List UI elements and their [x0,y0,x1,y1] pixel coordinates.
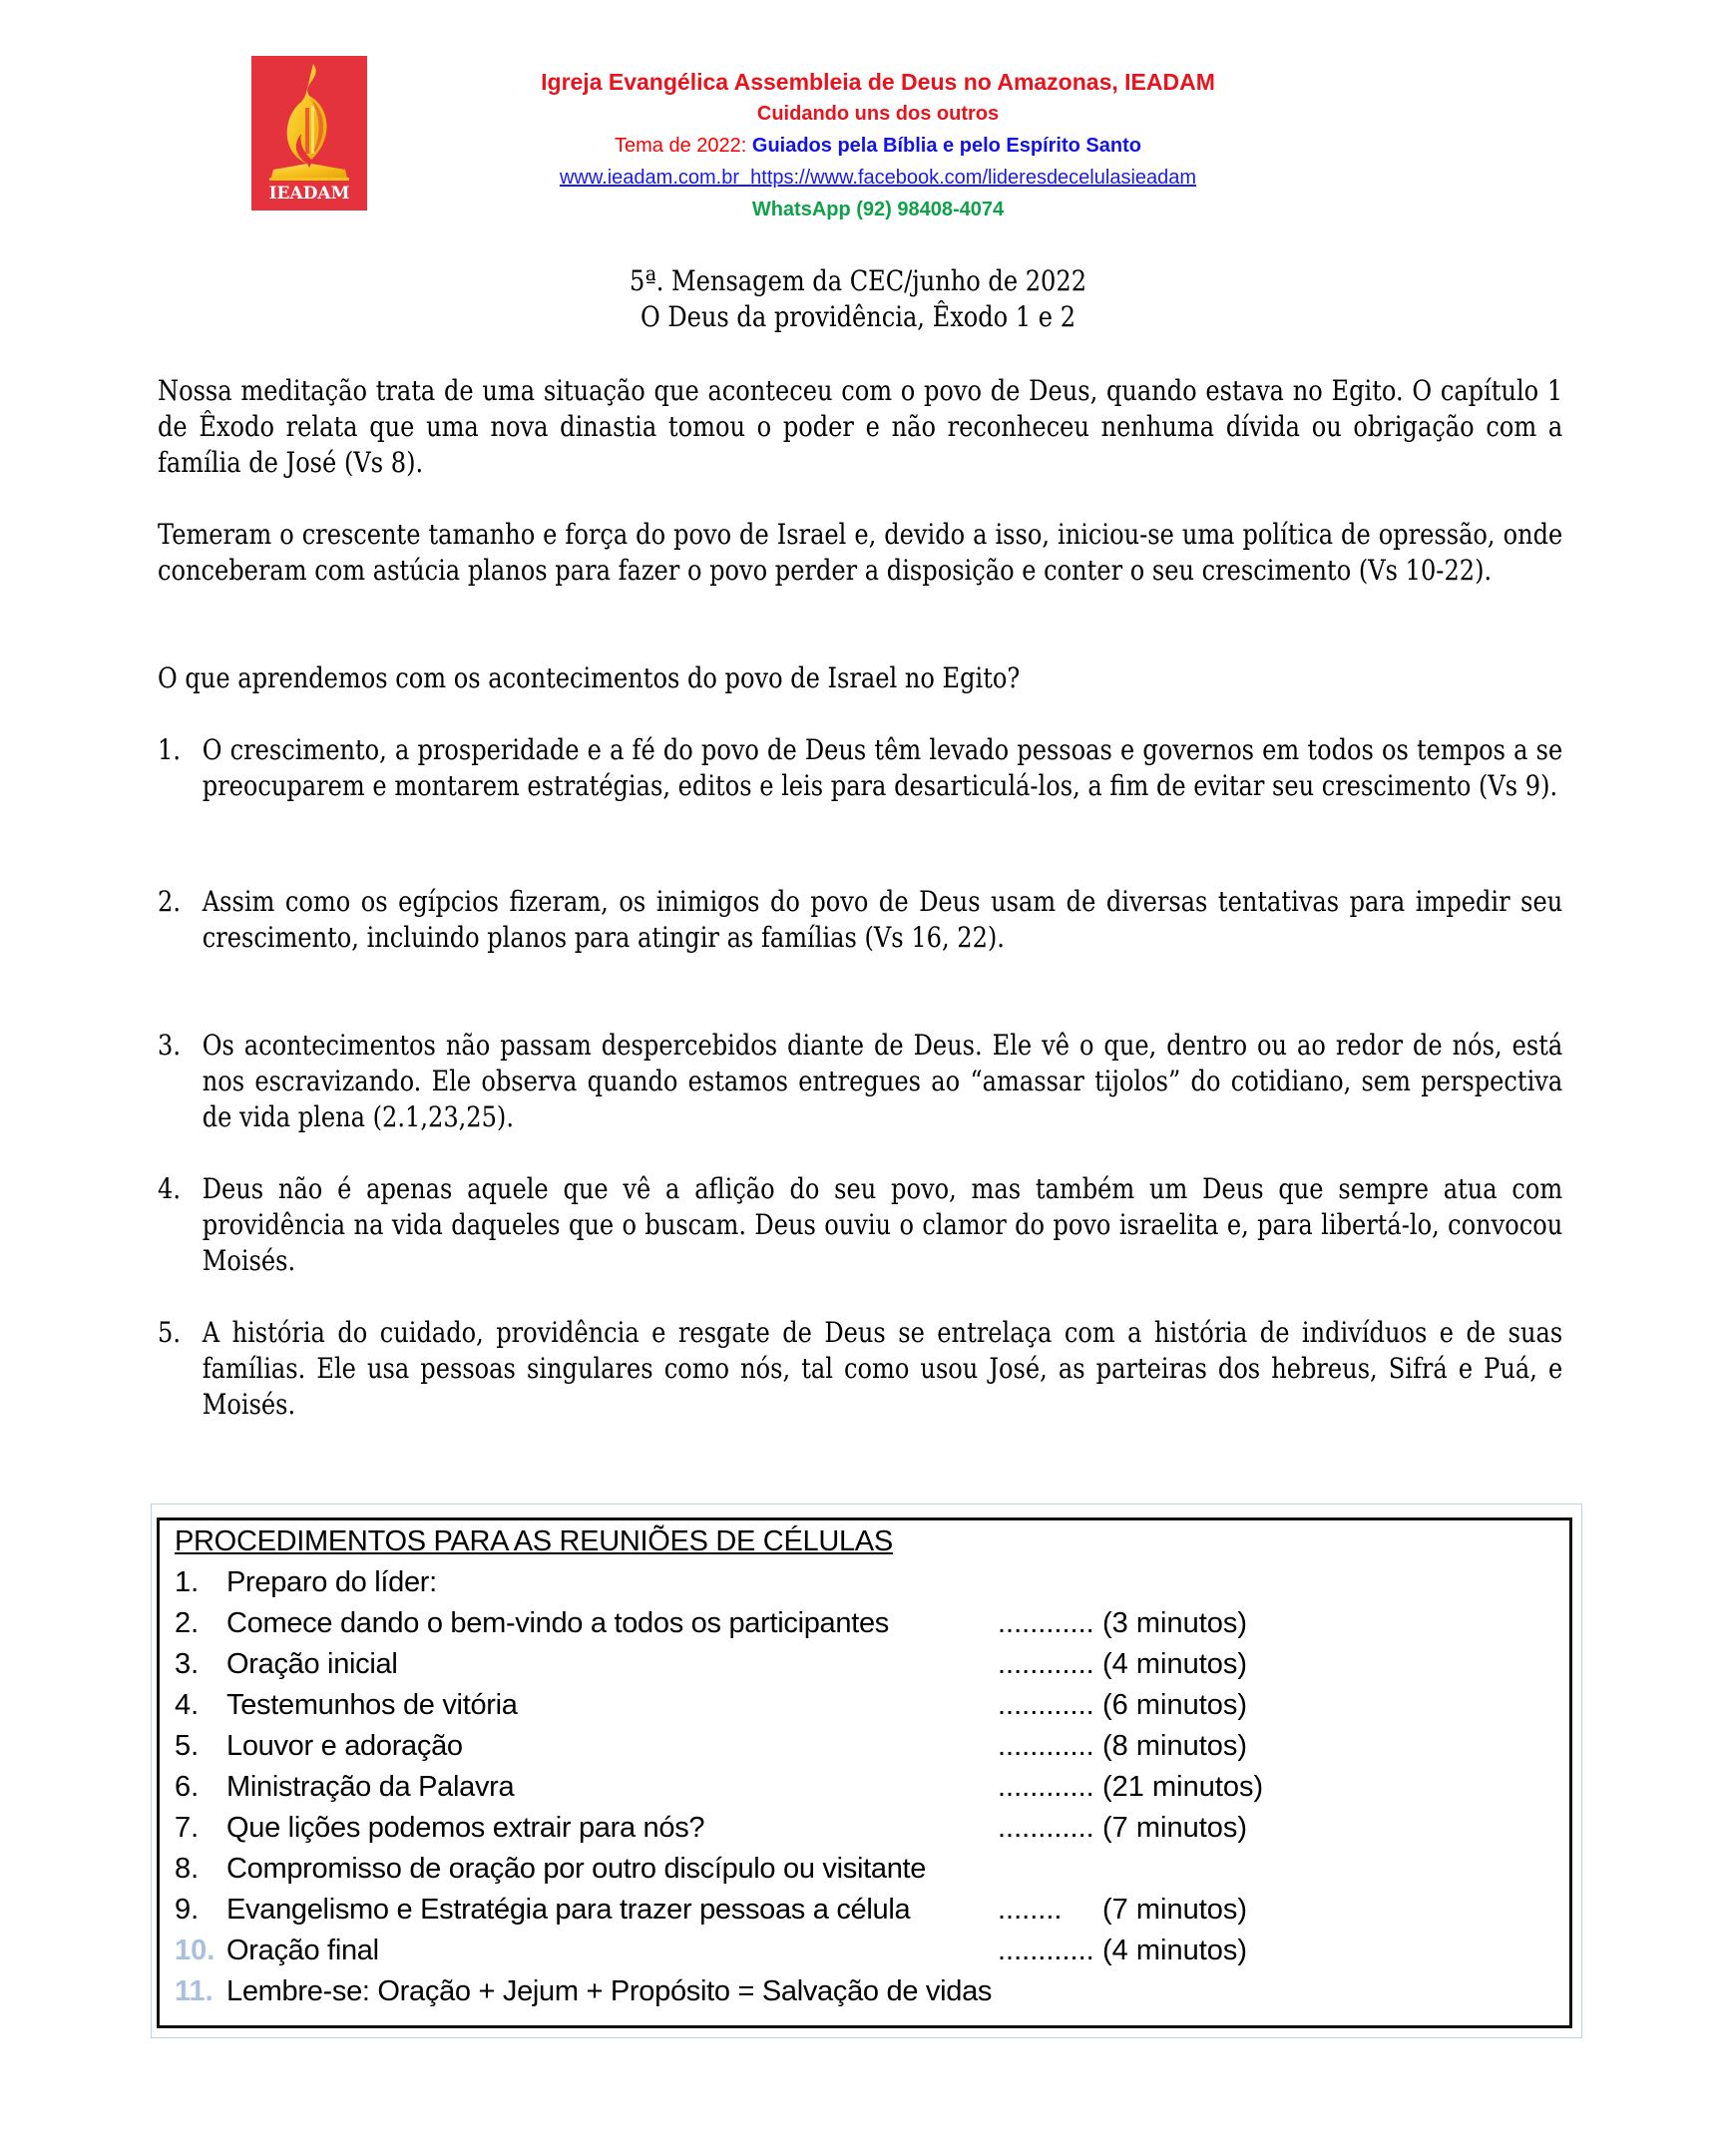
procedure-label: Louvor e adoração [226,1730,463,1762]
question [158,660,1562,696]
procedure-dots: ............ [998,1935,1094,1966]
list-item [158,1171,1562,1279]
question-text: O que aprendemos com os acontecimentos do povo de Israel no Egito? [158,661,1021,694]
list-text: O crescimento, a prosperidade e a fé do povo de Deus têm levado pessoas e governos em todos os tempos a se preocuparem e montarem estratégias, editos e leis para desarticulá-los, a fim de evitar seu crescimento (Vs 9). [202,733,1563,802]
procedure-item [175,1685,1561,1726]
procedure-label: Preparo do líder: [226,1566,437,1598]
list-item [158,884,1562,956]
procedure-item [175,1603,1561,1644]
procedure-time: (7 minutos) [1102,1894,1248,1926]
list-item [158,732,1562,804]
paragraph [158,373,1562,481]
website-link[interactable]: www.ieadam.com.br [559,167,740,189]
procedure-dots: ............ [998,1689,1094,1721]
procedure-dots: ............ [998,1648,1094,1680]
procedure-number: 2. [175,1607,200,1639]
procedure-label: Evangelismo e Estratégia para trazer pessoas a célula [226,1894,911,1926]
procedure-dots: ............ [998,1607,1094,1639]
whatsapp-contact: WhatsApp (92) 98408-4074 [751,199,1005,220]
procedures-list [175,1521,1561,2012]
procedure-item [175,1890,1561,1931]
list-number: 1. [158,733,181,766]
paragraph-text: Temeram o crescente tamanho e força do povo de Israel e, devido a isso, iniciou-se uma política de opressão, onde conceberam com astúcia planos para fazer o povo perder a disposição e conter o seu crescimento (Vs 10-22). [158,518,1563,587]
procedure-item [175,1808,1561,1849]
list-text: Deus não é apenas aquele que vê a aflição do seu povo, mas também um Deus que sempre atua com providência na vida daqueles que o buscam. Deus ouviu o clamor do povo israelita e, para libertá-lo, convocou Moisés. [202,1172,1563,1277]
procedure-item [175,1767,1561,1808]
church-motto: Cuidando uns dos outros [756,103,1000,125]
procedure-label: Oração final [226,1935,379,1966]
procedure-label: Lembre-se: Oração + Jejum + Propósito = Salvação de vidas [226,1975,993,2007]
procedures-title: PROCEDIMENTOS PARA AS REUNIÕES DE CÉLULAS [175,1525,893,1557]
facebook-link[interactable]: https://www.facebook.com/lideresdecelulasieadam [750,167,1197,189]
ieadam-logo [251,56,367,211]
procedure-time: (6 minutos) [1102,1689,1248,1721]
paragraph-text: Nossa meditação trata de uma situação que aconteceu com o povo de Deus, quando estava no Egito. O capítulo 1 de Êxodo relata que uma nova dinastia tomou o poder e não reconheceu nenhuma dívida ou obrigação com a família de José (Vs 8). [158,374,1563,479]
list-text: Assim como os egípcios fizeram, os inimigos do povo de Deus usam de diversas tentativas para impedir seu crescimento, incluindo planos para atingir as famílias (Vs 16, 22). [202,885,1563,954]
procedure-item [175,1971,1561,2012]
procedure-item [175,1931,1561,1971]
procedure-number: 11. [175,1975,214,2007]
list-text: A história do cuidado, providência e resgate de Deus se entrelaça com a história de indivíduos e de suas famílias. Ele usa pessoas singulares como nós, tal como usou José, as parteiras dos hebreus, Sifrá e Puá, e Moisés. [202,1316,1563,1421]
message-title [248,263,1467,335]
list-item [158,1315,1562,1423]
theme-label: Tema de 2022: [615,135,752,157]
procedure-number: 5. [175,1730,200,1762]
procedure-time: (3 minutos) [1102,1607,1248,1639]
logo-text: IEADAM [268,184,350,204]
procedure-dots: ............ [998,1730,1094,1762]
list-text: Os acontecimentos não passam despercebidos diante de Deus. Ele vê o que, dentro ou ao redor de nós, está nos escravizando. Ele observa quando estamos entregues ao “amassar tijolos” do cotidiano, sem perspectiva de vida plena (2.1,23,25). [202,1029,1563,1133]
procedure-item [175,1849,1561,1890]
message-title-line1: 5ª. Mensagem da CEC/junho de 2022 [629,264,1087,297]
procedure-dots: ............ [998,1771,1094,1803]
procedure-number: 9. [175,1894,200,1926]
procedure-time: (4 minutos) [1102,1648,1248,1680]
procedure-time: (21 minutos) [1102,1771,1264,1803]
procedure-number: 1. [175,1566,200,1598]
church-name: Igreja Evangélica Assembleia de Deus no Amazonas, IEADAM [541,69,1215,95]
list-number: 5. [158,1316,181,1349]
procedure-item [175,1644,1561,1685]
procedure-time: (8 minutos) [1102,1730,1248,1762]
procedure-time: (7 minutos) [1102,1812,1248,1844]
theme-text: Guiados pela Bíblia e pelo Espírito Santo [751,135,1141,157]
message-title-line2: O Deus da providência, Êxodo 1 e 2 [640,300,1076,333]
procedure-number: 4. [175,1689,200,1721]
procedure-label: Comece dando o bem-vindo a todos os participantes [226,1607,889,1639]
procedure-time: (4 minutos) [1102,1935,1248,1966]
procedure-dots: ........ [998,1894,1063,1926]
procedure-label: Que lições podemos extrair para nós? [226,1812,705,1844]
procedure-item [175,1726,1561,1767]
list-number: 3. [158,1029,181,1062]
list-item [158,1028,1562,1135]
procedure-label: Testemunhos de vitória [226,1689,518,1721]
list-number: 4. [158,1172,181,1205]
list-number: 2. [158,885,181,918]
procedure-number: 8. [175,1853,200,1885]
paragraph [158,517,1562,589]
procedure-label: Compromisso de oração por outro discípulo ou visitante [226,1853,927,1885]
procedure-item [175,1562,1561,1603]
procedure-number: 3. [175,1648,200,1680]
procedure-dots: ............ [998,1812,1094,1844]
procedure-number: 6. [175,1771,200,1803]
procedure-number: 10. [175,1935,215,1966]
church-header [379,66,1377,225]
procedure-label: Ministração da Palavra [226,1771,515,1803]
procedure-label: Oração inicial [226,1648,398,1680]
procedure-number: 7. [175,1812,200,1844]
